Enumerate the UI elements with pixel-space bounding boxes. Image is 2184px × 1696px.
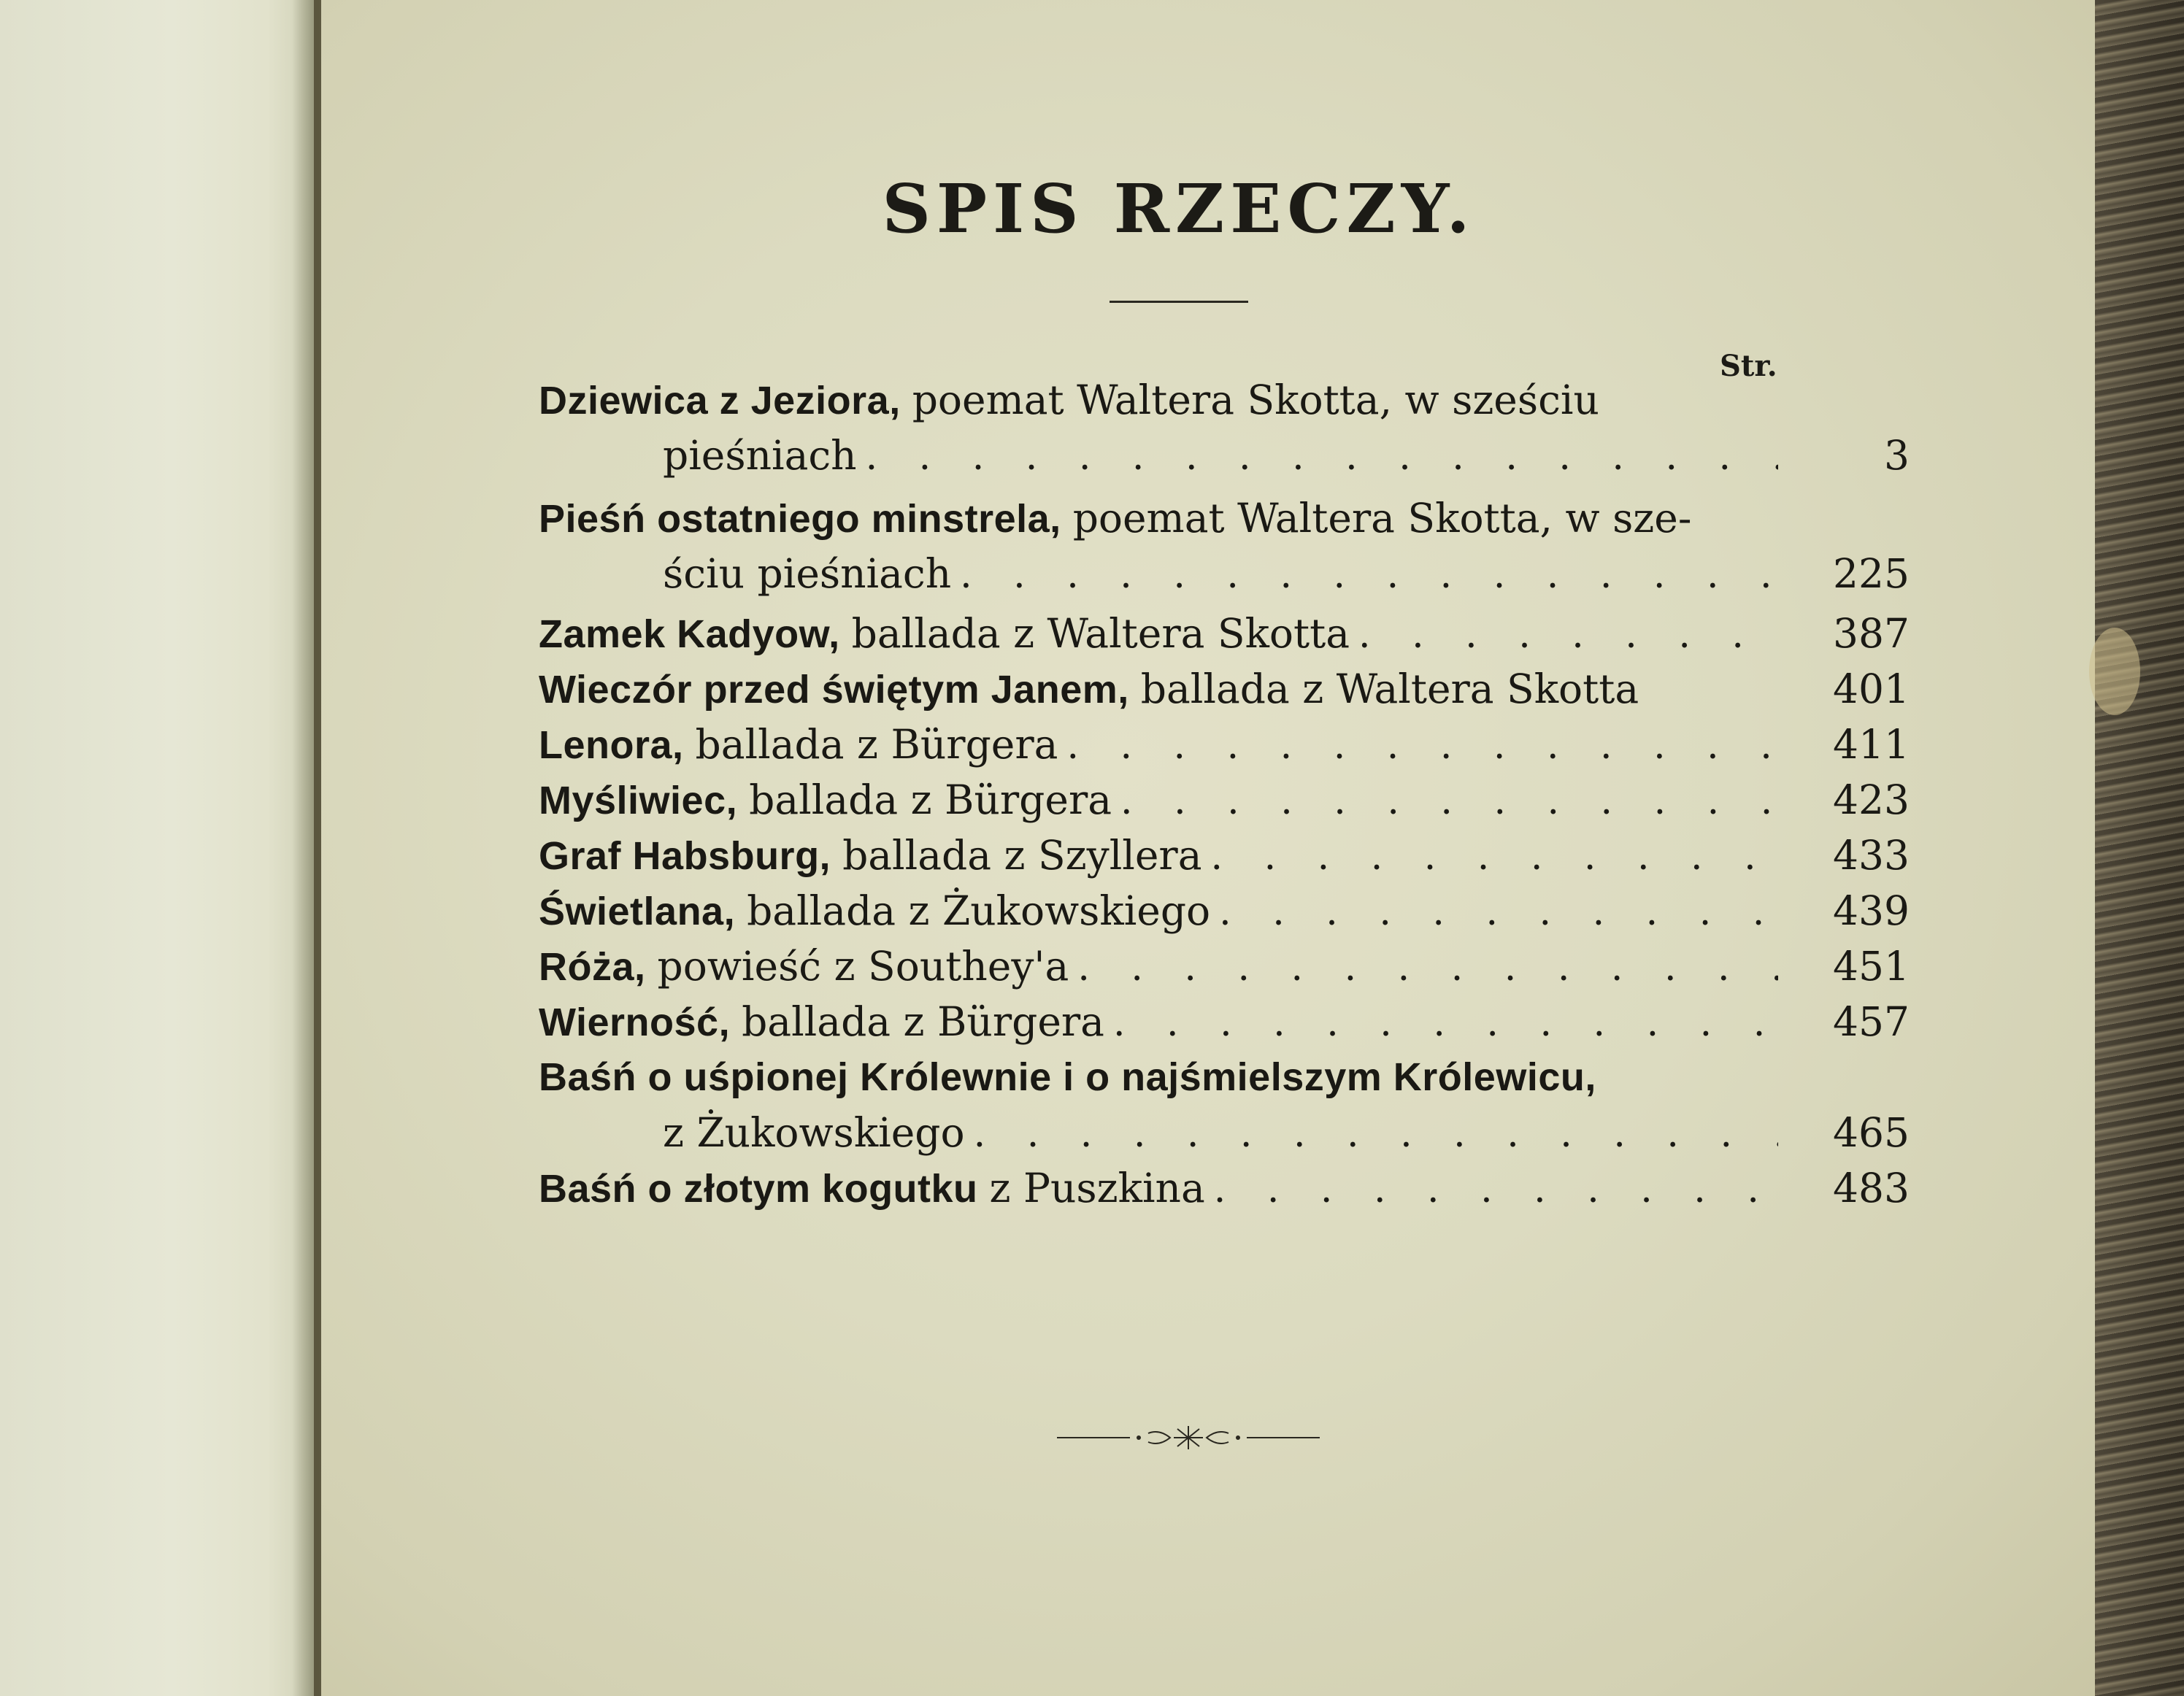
toc-entry-title: Lenora,: [539, 723, 684, 767]
toc-entry[interactable]: [539, 828, 1910, 883]
toc-page-number: 423: [1833, 776, 1910, 823]
toc-page-number: 411: [1833, 721, 1910, 768]
toc-entry-title: Róża,: [539, 945, 646, 989]
page-column-label: Str.: [1720, 349, 1777, 383]
toc-page-number: 401: [1833, 666, 1910, 712]
toc-entry-title: Świetlana,: [539, 890, 736, 933]
dot-leader: [960, 547, 1778, 603]
toc-page-number: 387: [1833, 610, 1910, 657]
toc-entry-title: Zamek Kadyow,: [539, 612, 840, 656]
toc-entry-line: [539, 717, 1910, 772]
toc-entry-line: [539, 606, 1910, 661]
dot-leader: [1214, 1162, 1778, 1217]
toc-entry[interactable]: [539, 606, 1910, 661]
toc-entry-title: Baśń o złotym kogutku: [539, 1167, 978, 1211]
toc-entry-line: [539, 490, 1787, 546]
toc-entry-description: ballada z Waltera Skotta: [851, 610, 1350, 657]
toc-entry-line: [539, 1160, 1910, 1216]
dot-leader: [866, 429, 1778, 485]
toc-page-number: 465: [1833, 1109, 1910, 1156]
toc-entry-continuation: [539, 546, 1910, 601]
table-of-contents: [539, 372, 1910, 1216]
toc-entry-description: ballada z Bürgera: [695, 721, 1058, 768]
toc-entry-title: Baśń o uśpionej Królewnie i o najśmielszym Królewicu,: [539, 1055, 1596, 1099]
toc-entry[interactable]: [539, 883, 1910, 938]
page-title: SPIS RZECZY.: [882, 169, 1476, 248]
dot-leader: [1066, 718, 1778, 774]
toc-entry-line: [539, 661, 1910, 717]
toc-entry-line: [539, 883, 1910, 938]
toc-entry-title: Wierność,: [539, 1001, 731, 1044]
toc-entry-line: [539, 772, 1910, 828]
edge-stain: [2089, 628, 2140, 715]
toc-entry[interactable]: [539, 772, 1910, 828]
dot-leader: [1358, 607, 1778, 663]
marbled-book-edge: [2095, 0, 2184, 1696]
toc-entry-line: [539, 938, 1910, 994]
printer-ornament-icon: [1057, 1423, 1320, 1452]
toc-entry-continuation: [539, 428, 1910, 483]
toc-entry[interactable]: [539, 938, 1910, 994]
toc-entry-description: poemat Waltera Skotta, w sześciu: [912, 377, 1599, 423]
toc-entry-title: Wieczór przed świętym Janem,: [539, 668, 1129, 712]
toc-page-number: 483: [1833, 1165, 1910, 1211]
toc-entry-description: ballada z Szyllera: [842, 832, 1202, 879]
toc-entry-line: [539, 994, 1910, 1049]
left-facing-page: [0, 0, 314, 1696]
dot-leader: [1077, 940, 1778, 995]
toc-entry-title: Myśliwiec,: [539, 779, 738, 822]
dot-leader: [1120, 774, 1778, 829]
dot-leader: [1219, 884, 1778, 940]
toc-entry[interactable]: [539, 994, 1910, 1049]
toc-page-number: 3: [1884, 432, 1910, 479]
toc-entry[interactable]: [539, 717, 1910, 772]
toc-entry[interactable]: [539, 1049, 1910, 1160]
toc-entry[interactable]: [539, 490, 1910, 606]
dot-leader: [974, 1106, 1778, 1162]
toc-entry-description-cont: ściu pieśniach: [663, 550, 952, 597]
toc-entry-description: poemat Waltera Skotta, w sze-: [1072, 495, 1692, 541]
toc-entry-title: Dziewica z Jeziora,: [539, 379, 901, 423]
toc-entry-description-cont: pieśniach: [663, 432, 857, 479]
toc-entry[interactable]: [539, 372, 1910, 483]
toc-entry-title: Pieśń ostatniego minstrela,: [539, 497, 1061, 541]
toc-entry-description: ballada z Bürgera: [749, 776, 1112, 823]
toc-entry[interactable]: [539, 661, 1910, 717]
toc-entry-title: Graf Habsburg,: [539, 834, 831, 878]
toc-entry-description: ballada z Waltera Skotta: [1140, 666, 1639, 712]
toc-entry-line: [539, 372, 1787, 428]
toc-entry-line: [539, 828, 1910, 883]
toc-page-number: 439: [1833, 887, 1910, 934]
toc-page-number: 433: [1833, 832, 1910, 879]
toc-entry[interactable]: [539, 1160, 1910, 1216]
toc-page-number: 457: [1833, 998, 1910, 1045]
toc-entry-continuation: [539, 1105, 1910, 1160]
dot-leader: [1113, 995, 1778, 1051]
title-rule: [1110, 301, 1248, 303]
toc-entry-description: ballada z Bürgera: [742, 998, 1104, 1045]
toc-entry-description-cont: z Żukowskiego: [663, 1109, 965, 1156]
toc-page-number: 225: [1833, 550, 1910, 597]
dot-leader: [1211, 829, 1778, 884]
toc-entry-line: [539, 1049, 1787, 1105]
toc-entry-description: ballada z Żukowskiego: [747, 887, 1211, 934]
toc-entry-description: powieść z Southey'a: [657, 943, 1069, 990]
toc-entry-description: z Puszkina: [989, 1165, 1205, 1211]
toc-page-number: 451: [1833, 943, 1910, 990]
